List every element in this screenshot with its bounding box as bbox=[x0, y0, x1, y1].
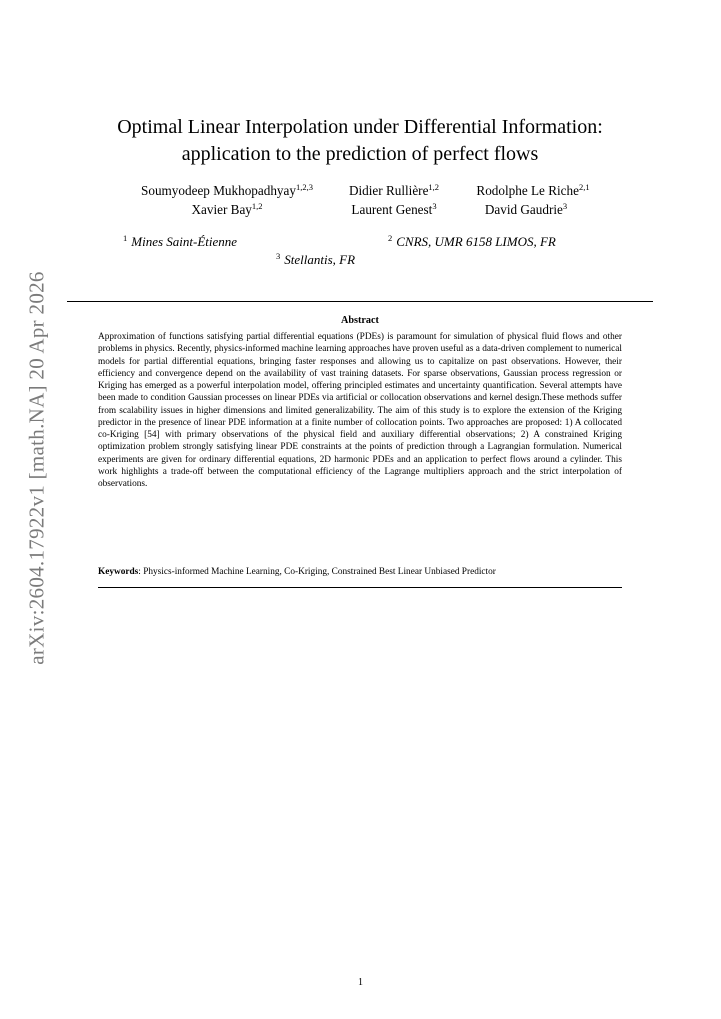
author: Xavier Bay$^{1,2}$ bbox=[191, 201, 263, 217]
author: Didier Rullière$^{1,2}$ bbox=[348, 182, 440, 198]
page-number: 1 bbox=[358, 977, 363, 988]
keywords-label: Keywords bbox=[98, 567, 139, 577]
keywords-text: : Physics-informed Machine Learning, Co-Kriging, Constrained Best Linear Unbiased Predictor bbox=[138, 567, 496, 577]
author: David Gaudrie$^3$ bbox=[484, 201, 568, 217]
abstract-text: Approximation of functions satisfying partial differential equations (PDEs) is paramount for simulation of physical fluid flows and other problems in physics. Recently, physics-informed machine learning approaches have proven useful as a data-driven complement to numerical models for partial differential equations, bringing faster responses and allowing us to capitalize on past observations. However, their efficiency and convergence depend on the availability of vast training datasets. For sparse observations, Gaussian process regression or Kriging has emerged as a powerful interpolation model, offering principled estimates and uncertainty quantification. Several attempts have been made to condition Gaussian processes on linear PDEs via artificial or collocation observations and kernel design.These methods suffer from scalability issues in higher dimensions and limited generalizability. The aim of this study is to explore the extension of the Kriging predictor in the presence of linear PDE information at a finite number of collocation points. Two approaches are proposed: 1) A collocated co-Kriging [54] with primary observations of the physical field and auxiliary differential observations; 2) A constrained Kriging optimization problem strongly satisfying linear PDE constraints at the points of prediction through a Lagrangian formulation. Numerical experiments are given for ordinary differential equations, 2D harmonic PDEs and an application to perfect flows around a cylinder. This work highlights a trade-off between the computational efficiency of the Lagrange multipliers approach and the strict interpolation of observations. bbox=[98, 332, 622, 489]
paper-title bbox=[60, 114, 660, 168]
top-rule bbox=[67, 301, 653, 302]
author: Rodolphe Le Riche$^{2,1}$ bbox=[476, 182, 590, 198]
keywords bbox=[98, 567, 622, 577]
affiliation: $^3$ Stellantis, FR bbox=[276, 251, 356, 267]
title-line-2: application to the prediction of perfect flows bbox=[181, 143, 539, 165]
affiliation: $^2$ CNRS, UMR 6158 LIMOS, FR bbox=[388, 233, 556, 249]
bottom-rule bbox=[98, 587, 622, 588]
abstract-heading: Abstract bbox=[341, 315, 379, 326]
arxiv-identifier-stamp[interactable]: arXiv:2604.17922v1 [math.NA] 20 Apr 2026 bbox=[24, 271, 49, 665]
author: Soumyodeep Mukhopadhyay$^{1,2,3}$ bbox=[141, 182, 313, 198]
affiliation: $^1$ Mines Saint-Étienne bbox=[123, 233, 238, 249]
title-line-1: Optimal Linear Interpolation under Differential Information: bbox=[117, 116, 603, 138]
author: Laurent Genest$^3$ bbox=[351, 201, 437, 217]
